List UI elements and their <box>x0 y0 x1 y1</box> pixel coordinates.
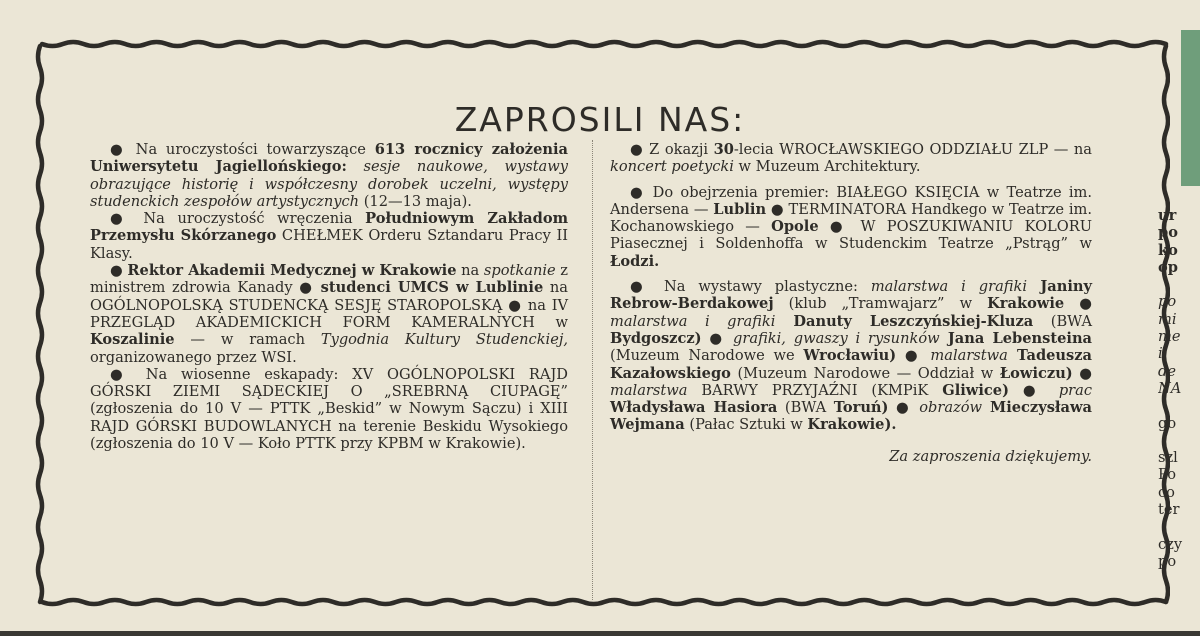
text-run: Władysława Hasiora <box>610 399 778 417</box>
text-run: (Muzeum Narodowe we <box>610 347 804 365</box>
text-run: (BWA <box>777 399 834 417</box>
bullet-icon: ● <box>110 141 136 158</box>
text-run: CHEŁMEK Orderu Sztandaru Pracy II Klasy. <box>90 227 568 262</box>
text-run: obrazów <box>919 399 983 417</box>
closing-line: Za zaproszenia dziękujemy. <box>889 447 1092 465</box>
right-column <box>610 141 1092 473</box>
fragment-line: ko <box>1158 241 1178 259</box>
fragment-line <box>1158 432 1200 449</box>
fragment-line: de <box>1158 362 1176 380</box>
fragment-line: mi <box>1158 310 1177 328</box>
fragment-line: op <box>1158 258 1178 276</box>
text-run: Opole <box>771 218 819 236</box>
text-run: Południowym Zakładom Przemysłu Skórzanego <box>90 210 569 245</box>
fragment-line: po <box>1158 224 1178 242</box>
text-run: malarstwa <box>930 347 1008 365</box>
text-run: koncert poetycki <box>610 158 734 176</box>
text-run: Na uroczystość wręczenia <box>143 210 366 228</box>
text-run: spotkanie <box>483 262 556 280</box>
bullet-icon: ● <box>110 210 144 228</box>
adjacent-green-block <box>1181 30 1200 186</box>
bullet-icon: ● <box>896 347 931 365</box>
text-run: Tygodnia Kultury Studenckiej, <box>320 331 568 349</box>
fragment-line: me <box>1158 328 1181 346</box>
fragment-line <box>1158 276 1200 293</box>
text-run: Na wiosenne eskapady: XV OGÓLNOPOLSKI RAJD GÓRSKI ZIEMI SĄDECKIEJ O „SREBRNĄ CIUPAGĘ” (zgłoszenia do 10 V — PTTK „Beskid” w Nowym Sączu) i XIII RAJD GÓRSKI BUDOWLANYCH na terenie Beskidu Wysokiego (zgłoszenia do 10 V — Koło PTTK przy KPBM w Krakowie). <box>90 365 569 453</box>
text-run: Danuty Leszczyńskiej-Kluza <box>775 312 1034 330</box>
fragment-line: czy <box>1158 535 1183 553</box>
text-run: z ministrem zdrowia Kanady ● <box>90 262 568 297</box>
text-run: Tadeusza Kazałowskiego <box>610 347 1093 382</box>
text-run: (Pałac Sztuki w <box>684 416 808 434</box>
paragraph <box>610 141 1092 176</box>
text-run: Na wystawy plastyczne: <box>663 278 871 296</box>
text-run: prac <box>1058 381 1093 399</box>
text-run: Na uroczystości towarzyszące <box>135 141 375 158</box>
text-run: BARWY PRZYJAŹNI (KMPiK <box>687 381 943 399</box>
text-run: sesje naukowe, wystawy obrazujące historię i współczesny dorobek uczelni, występy studenckich zespołów artystycznych <box>90 158 568 210</box>
text-run: Gliwice) <box>942 381 1009 399</box>
bullet-icon: ● <box>630 183 653 201</box>
fragment-line: Po <box>1158 466 1177 484</box>
page-bottom-edge <box>0 631 1200 636</box>
column-divider <box>592 140 593 600</box>
bullet-icon: ● <box>1008 381 1059 399</box>
bullet-icon: ● <box>110 262 128 280</box>
paragraph <box>90 366 568 452</box>
text-run: Wrocławiu) <box>803 347 897 365</box>
text-run: (12—13 maja). <box>359 192 472 210</box>
bullet-icon: ● <box>630 278 664 296</box>
text-run: studenci UMCS w Lublinie <box>320 279 544 297</box>
text-run: na <box>456 262 484 280</box>
fragment-line: ter <box>1158 501 1180 519</box>
bullet-icon: ● <box>110 365 146 383</box>
text-run: ● TERMINATORA Handkego w Teatrze im. Kochanowskiego — <box>610 200 1093 236</box>
text-run: Łodzi. <box>610 252 660 270</box>
text-run: (Muzeum Narodowe — Oddział w <box>730 364 1000 382</box>
article-title: ZAPROSILI NAS: <box>454 100 746 140</box>
text-run: — w ramach <box>174 331 321 349</box>
fragment-line: po <box>1158 552 1177 570</box>
text-run: Rektor Akademii Medycznej w Krakowie <box>127 262 457 280</box>
bullet-icon: ● <box>701 329 734 347</box>
bullet-icon: ● <box>1072 364 1092 382</box>
fragment-line: NA <box>1158 379 1182 397</box>
text-run: Krakowie <box>987 295 1065 313</box>
fragment-line: po <box>1158 293 1177 311</box>
text-run: organizowanego przez WSI. <box>90 348 297 366</box>
text-run: Krakowie). <box>807 416 897 434</box>
text-run: 30 <box>713 141 734 158</box>
text-run: Lublin <box>713 200 767 218</box>
text-run: na OGÓLNOPOLSKĄ STUDENCKĄ SESJĘ STAROPOLSKĄ ● na IV PRZEGLĄD AKADEMICKICH FORM KAMERALNYCH w <box>90 279 568 331</box>
fragment-line: go <box>1158 414 1177 432</box>
text-run: Łowiczu) <box>999 364 1073 382</box>
text-run: Mieczysława Wejmana <box>610 399 1092 434</box>
bullet-icon: ● <box>630 141 650 158</box>
bullet-icon: ● <box>888 399 920 417</box>
text-run: Jana Lebensteina <box>939 329 1093 347</box>
bullet-icon: ● <box>1064 295 1092 313</box>
text-run: Z okazji <box>649 141 714 158</box>
text-run: malarstwa i grafiki <box>870 278 1028 296</box>
text-run: Janiny Rebrow-Berdakowej <box>610 278 1092 313</box>
text-run: Toruń) <box>833 399 889 417</box>
text-run: Koszalinie <box>90 331 175 349</box>
text-run: -lecia WROCŁAWSKIEGO ODDZIAŁU ZLP — na <box>733 141 1093 158</box>
paragraph <box>610 184 1092 270</box>
text-run: 613 rocznicy założenia Uniwersytetu Jagiellońskiego: <box>90 141 568 176</box>
paragraph <box>90 262 568 366</box>
fragment-line: co <box>1158 483 1175 501</box>
text-run: malarstwa <box>610 381 688 399</box>
fragment-line <box>1158 397 1200 414</box>
fragment-line: i <box>1158 345 1163 363</box>
left-column <box>90 141 568 452</box>
paragraph <box>90 141 568 210</box>
adjacent-article-fragment <box>1158 207 1200 570</box>
text-run: grafiki, gwaszy i rysunków <box>733 329 940 347</box>
text-run: (klub „Tramwajarz” w <box>773 295 988 313</box>
paragraph <box>90 210 568 262</box>
fragment-line: ur <box>1158 207 1177 224</box>
text-run: ● W POSZUKIWANIU KOLORU Piasecznej i Soldenhoffa w Studenckim Teatrze „Pstrąg” w <box>610 218 1092 253</box>
text-run: w Muzeum Architektury. <box>733 158 921 176</box>
fragment-line: szl <box>1158 449 1178 467</box>
text-run: Bydgoszcz) <box>610 329 702 347</box>
fragment-line <box>1158 518 1200 535</box>
text-run: Do obejrzenia premier: BIAŁEGO KSIĘCIA w Teatrze im. Andersena — <box>610 183 1093 218</box>
paragraph <box>610 278 1092 434</box>
text-run: malarstwa i grafiki <box>610 312 776 330</box>
text-run: (BWA <box>1033 312 1092 330</box>
